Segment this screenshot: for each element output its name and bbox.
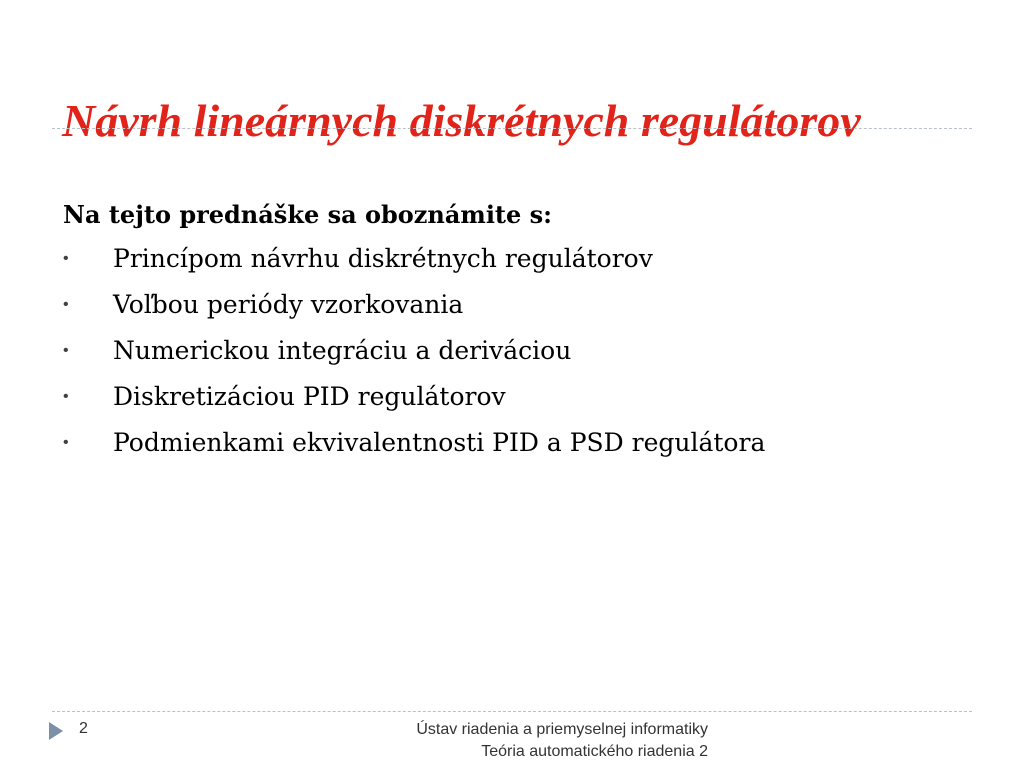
bullet-item [63, 423, 963, 469]
slide-content [63, 195, 963, 469]
intro-text: Na tejto prednáške sa oboznámite s: [63, 200, 553, 229]
bullet-item [63, 377, 963, 423]
play-arrow-icon [49, 722, 63, 740]
footer-text [330, 719, 708, 763]
bullet-text: Voľbou periódy vzorkovania [113, 290, 464, 319]
slide-title: Návrh lineárnych diskrétnych regulátorov [62, 94, 861, 146]
bullet-icon: • [63, 434, 69, 451]
bullet-item [63, 331, 963, 377]
bullet-text: Princípom návrhu diskrétnych regulátorov [113, 244, 653, 273]
bullet-icon: • [63, 388, 69, 405]
page-number: 2 [79, 720, 88, 737]
bullet-item [63, 285, 963, 331]
bullet-item [63, 239, 963, 285]
bullet-text: Podmienkami ekvivalentnosti PID a PSD regulátora [113, 428, 766, 457]
footer-institute: Ústav riadenia a priemyselnej informatiky [416, 721, 708, 738]
bullet-list [63, 239, 963, 469]
bullet-text: Diskretizáciou PID regulátorov [113, 382, 506, 411]
bullet-icon: • [63, 296, 69, 313]
footer-divider [52, 711, 972, 712]
bullet-icon: • [63, 342, 69, 359]
bullet-icon: • [63, 250, 69, 267]
bullet-text: Numerickou integráciu a deriváciou [113, 336, 572, 365]
footer-course: Teória automatického riadenia 2 [481, 743, 708, 760]
title-divider [52, 128, 972, 129]
